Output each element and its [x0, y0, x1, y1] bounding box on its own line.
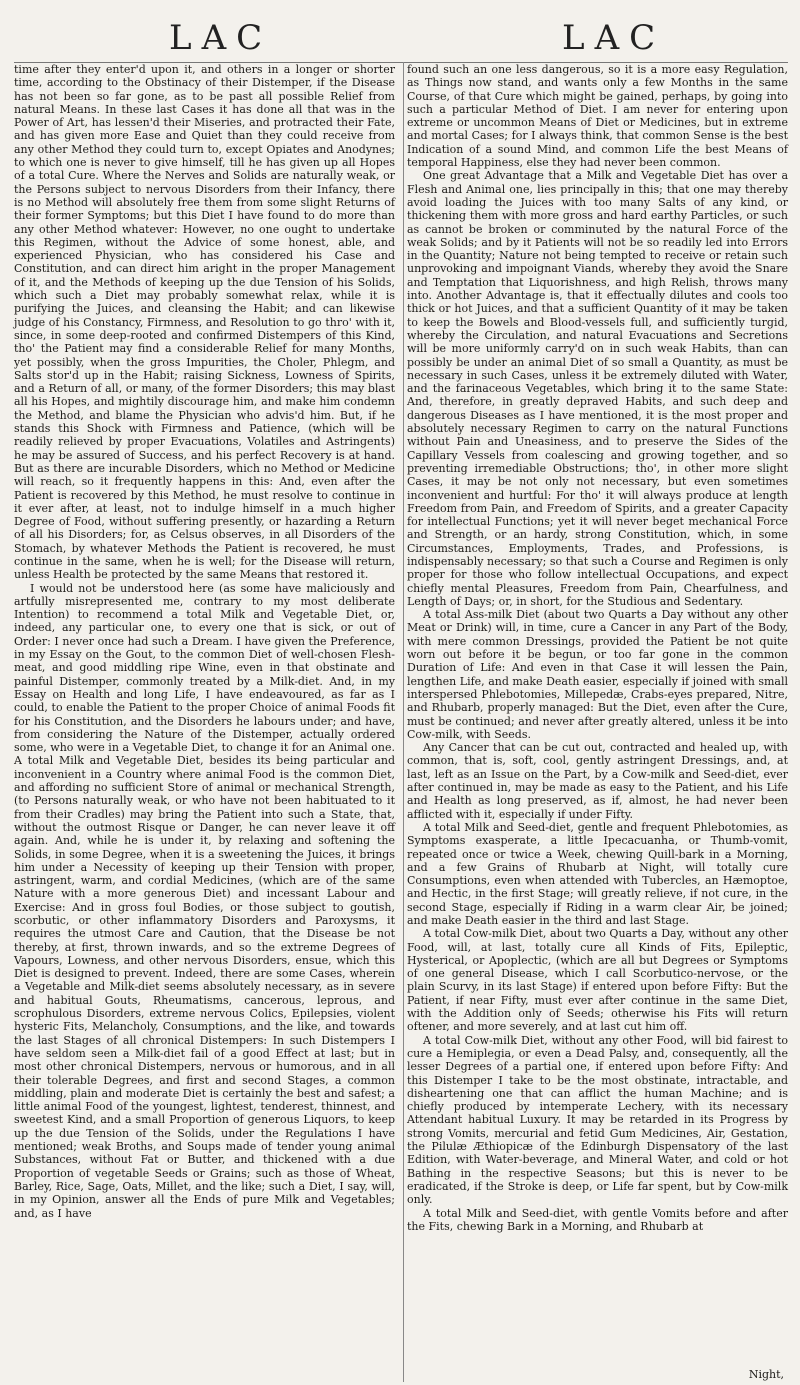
paragraph: found such an one less dangerous, so it is a more easy Regulation, as Things now stand, and wants only a few Months in the same Course, of that Cure which might be gained, perhaps, by going into such a particular Method of Diet. I am never for entering upon extreme or uncommon Means of Diet or Medicines, but in extreme and mortal Cases; for I always think, that common Sense is the best Indication of a sound Mind, and common Life the best Means of temporal Happiness, else they had never been common.: [407, 63, 788, 170]
right-column: [407, 63, 788, 1233]
header-right-title: LAC: [562, 18, 666, 58]
paragraph: I would not be understood here (as some have maliciously and artfully misrepresented me, contrary to my most deliberate Intention) to recommend a total Milk and Vegetable Diet, or, indeed, any particular one, to every one that is sick, or out of Order: I never once had such a Dream. I have given the Preference, in my Essay on the Gout, to the common Diet of well-chosen Flesh-meat, and good middling ripe Wine, even in that obstinate and painful Distemper, commonly treated by a Milk-diet. And, in my Essay on Health and long Life, I have endeavoured, as far as I could, to enable the Patient to the proper Choice of animal Foods fit for his Constitution, and the Disorders he labours under; and have, from considering the Nature of the Distemper, actually ordered some, who were in a Vegetable Diet, to change it for an Animal one. A total Milk and Vegetable Diet, besides its being particular and inconvenient in a Country where animal Food is the common Diet, and affording no sufficient Store of animal or mechanical Strength, (to Persons naturally weak, or who have not been habituated to it from their Cradles) may bring the Patient into such a State, that, without the outmost Risque or Danger, he can never leave it off again. And, while he is under it, by relaxing and softening the Solids, in some Degree, when it is a sweetening the Juices, it brings him under a Necessity of keeping up their Tension with proper, astringent, warm, and cordial Medicines, (which are of the same Nature with a more generous Diet) and incessant Labour and Exercise: And in gross foul Bodies, or those subject to goutish, scorbutic, or other inflammatory Disorders and Paroxysms, it requires the utmost Care and Caution, that the Disease be not thereby, at first, thrown inwards, and so the extreme Degrees of Vapours, Lowness, and other nervous Disorders, ensue, which this Diet is designed to prevent. Indeed, there are some Cases, wherein a Vegetable and Milk-diet seems absolutely necessary, as in severe and habitual Gouts, Rheumatisms, cancerous, leprous, and scrophulous Disorders, extreme nervous Colics, Epilepsies, violent hysteric Fits, Melancholy, Consumptions, and the like, and towards the last Stages of all chronical Distempers: In such Distempers I have seldom seen a Milk-diet fail of a good Effect at last; but in most other chronical Distempers, nervous or humorous, and in all their tolerable Degrees, and first and second Stages, a common middling, plain and moderate Diet is certainly the best and safest; a little animal Food of the youngest, lightest, tenderest, thinnest, and sweetest Kind, and a small Proportion of generous Liquors, to keep up the due Tension of the Solids, under the Regulations I have mentioned; weak Broths, and Soups made of tender young animal Substances, without Fat or Butter, and thickened with a due Proportion of vegetable Seeds or Grains; such as those of Wheat, Barley, Rice, Sage, Oats, Millet, and the like; such a Diet, I say, will, in my Opinion, answer all the Ends of pure Milk and Vegetables; and, as I have: [14, 581, 395, 1220]
column-divider: [403, 62, 404, 1382]
paragraph: Any Cancer that can be cut out, contracted and healed up, with common, that is, soft, cool, gently astringent Dressings, and, at last, left as an Issue on the Part, by a Cow-milk and Seed-diet, ever after continued in, may be made as easy to the Patient, and his Life and Health as long preserved, as if, almost, he had never been afflicted with it, especially if under Fifty.: [407, 741, 788, 821]
header-left-title: LAC: [169, 18, 273, 58]
paragraph: A total Cow-milk Diet, without any other Food, will bid fairest to cure a Hemiplegia, or even a Dead Palsy, and, consequently, all the lesser Degrees of a partial one, if entered upon before Fifty: And this Distemper I take to be the most obstinate, intractable, and disheartening one that can afflict the human Machine; and is chiefly produced by intemperate Lechery, with its necessary Attendant habitual Luxury. It may be retarded in its Progress by strong Vomits, mercurial and fetid Gum Medicines, Air, Gestation, the Pilulæ Æthiopicæ of the Edinburgh Dispensatory of the last Edition, with Water-beverage, and Mineral Water, and cold or hot Bathing in the respective Seasons; but this is never to be eradicated, if the Stroke is deep, or Life far spent, but by Cow-milk only.: [407, 1033, 788, 1207]
running-header: [14, 14, 788, 63]
paragraph: One great Advantage that a Milk and Vegetable Diet has over a Flesh and Animal one, lies principally in this; that one may thereby avoid loading the Juices with too many Salts of any kind, or thickening them with more gross and hard earthy Particles, or such as cannot be broken or comminuted by the natural Force of the weak Solids; and by it Patients will not be so readily led into Errors in the Quantity; Nature not being tempted to receive or retain such unprovoking and impoignant Viands, whereby they avoid the Snare and Temptation that Liquorishness, and high Relish, throws many into. Another Advantage is, that it effectually dilutes and cools too thick or hot Juices, and that a sufficient Quantity of it may be taken to keep the Bowels and Blood-vessels full, and sufficiently turgid, whereby the Circulation, and natural Evacuations and Secretions will be more uniformly carry'd on in such weak Habits, than can possibly be under an animal Diet of so small a Quantity, as must be necessary in such Cases, unless it be extremely diluted with Water, and the farinaceous Vegetables, which bring it to the same State: And, therefore, in greatly depraved Habits, and such deep and dangerous Diseases as I have mentioned, it is the most proper and absolutely necessary Regimen to carry on the natural Functions without Pain and Uneasiness, and to preserve the Sides of the Capillary Vessels from coalescing and growing together, and so preventing irremediable Obstructions; tho', in other more slight Cases, it may be not only not necessary, but even sometimes inconvenient and hurtful: For tho' it will always produce at length Freedom from Pain, and Freedom of Spirits, and a greater Capacity for intellectual Functions; yet it will never beget mechanical Force and Strength, or an hardy, strong Constitution, which, in some Circumstances, Employments, Trades, and Professions, is indispensably necessary; so that such a Course and Regimen is only proper for those who follow intellectual Occupations, and expect chiefly mental Pleasures, Freedom from Pain, Chearfulness, and Length of Days; or, in short, for the Studious and Sedentary.: [407, 169, 788, 608]
paragraph: time after they enter'd upon it, and others in a longer or shorter time, according to the Obstinacy of their Distemper, if the Disease has not been so far gone, as to be past all possible Relief from natural Means. In these last Cases it has done all that was in the Power of Art, has lessen'd their Miseries, and protracted their Fate, and has given more Ease and Quiet than they could receive from any other Method they could turn to, except Opiates and Anodynes; to which one is never to give himself, till he has given up all Hopes of a total Cure. Where the Nerves and Solids are naturally weak, or the Persons subject to nervous Disorders from their Infancy, there is no Method will absolutely free them from some slight Returns of their former Symptoms; but this Diet I have found to do more than any other Method whatever: However, no one ought to undertake this Regimen, without the Advice of some honest, able, and experienced Physician, who has considered his Case and Constitution, and can direct him aright in the proper Management of it, and the Methods of keeping up the due Tension of his Solids, which such a Diet may probably somewhat relax, while it is purifying the Juices, and cleansing the Habit; and can likewise judge of his Constancy, Firmness, and Resolution to go thro' with it, since, in some deep-rooted and confirmed Distempers of this Kind, tho' the Patient may find a considerable Relief for many Months, yet possibly, when the gross Impurities, the Choler, Phlegm, and Salts stor'd up in the Habit; raising Sickness, Lowness of Spirits, and a Return of all, or many, of the former Disorders; this may blast all his Hopes, and mightily discourage him, and make him condemn the Method, and blame the Physician who advis'd him. But, if he stands this Shock with Firmness and Patience, (which will be readily relieved by proper Evacuations, Volatiles and Astringents) he may be assured of Success, and his perfect Recovery is at hand. But as there are incurable Disorders, which no Method or Medicine will reach, so it frequently happens in this: And, even after the Patient is recovered by this Method, he must resolve to continue in it ever after, at least, not to indulge himself in a much higher Degree of Food, without suffering presently, or hazarding a Return of all his Disorders; for, as Celsus observes, in all Disorders of the Stomach, by whatever Methods the Patient is recovered, he must continue in the same, when he is well; for the Disease will return, unless Health be protected by the same Means that restored it.: [14, 63, 395, 582]
paragraph: A total Milk and Seed-diet, with gentle Vomits before and after the Fits, chewing Bark in a Morning, and Rhubarb at: [407, 1206, 788, 1233]
paragraph: A total Milk and Seed-diet, gentle and frequent Phlebotomies, as Symptoms exasperate, a little Ipecacuanha, or Thumb-vomit, repeated once or twice a Week, chewing Quill-bark in a Morning, and a few Grains of Rhubarb at Night, will totally cure Consumptions, even when attended with Tubercles, an Hæmoptoe, and Hectic, in the first Stage; will greatly relieve, if not cure, in the second Stage, especially if Riding in a warm clear Air, be joined; and make Death easier in the third and last Stage.: [407, 820, 788, 927]
left-column: [14, 63, 395, 1233]
paragraph: A total Ass-milk Diet (about two Quarts a Day without any other Meat or Drink) will, in time, cure a Cancer in any Part of the Body, with mere common Dressings, provided the Patient be not quite worn out before it be begun, or too far gone in the common Duration of Life: And even in that Case it will lessen the Pain, lengthen Life, and make Death easier, especially if joined with small interspersed Phlebotomies, Millepedæ, Crabs-eyes prepared, Nitre, and Rhubarb, properly managed: But the Diet, even after the Cure, must be continued; and never after greatly altered, unless it be into Cow-milk, with Seeds.: [407, 608, 788, 741]
paragraph: A total Cow-milk Diet, about two Quarts a Day, without any other Food, will, at last, totally cure all Kinds of Fits, Epileptic, Hysterical, or Apoplectic, (which are all but Degrees or Symptoms of one general Disease, which I call Scorbutico-nervose, or the plain Scurvy, in its last Stage) if entered upon before Fifty: But the Patient, if near Fifty, must ever after continue in the same Diet, with the Addition only of Seeds; otherwise his Fits will return oftener, and more severely, and at last cut him off.: [407, 927, 788, 1034]
catchword: Night,: [748, 1368, 784, 1381]
text-columns: [14, 63, 788, 1233]
